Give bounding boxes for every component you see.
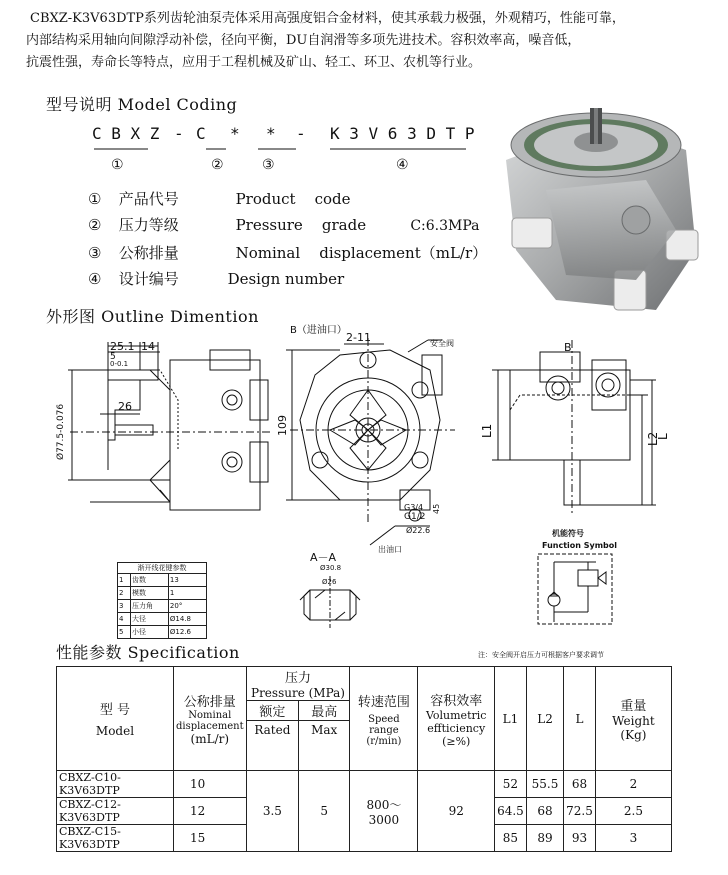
- legend-num: ④: [88, 270, 102, 288]
- spline-table-title: 渐开线花键参数: [117, 562, 207, 573]
- cell-weight: 3: [595, 825, 671, 852]
- cell: 小径: [131, 626, 169, 639]
- dim-14: 14: [141, 340, 155, 353]
- right-view-drawing: [480, 340, 660, 520]
- section-a-a-label: A－A: [310, 551, 337, 564]
- legend-cn: 压力等级: [118, 216, 179, 234]
- cell: Ø12.6: [168, 626, 206, 639]
- table-row: [118, 600, 207, 613]
- header-weight-unit: (Kg): [620, 728, 647, 742]
- header-max-en: Max: [299, 721, 350, 771]
- dim-5: 5: [110, 352, 116, 362]
- dim-2-11: 2-11: [346, 331, 371, 344]
- table-row: [118, 613, 207, 626]
- label-safety-valve: 安全阀: [430, 339, 454, 348]
- cell-disp: 10: [173, 771, 246, 798]
- intro-line-1: CBXZ-K3V63DTP系列齿轮油泵壳体采用高强度铝合金材料，使其承载力极强，外观精巧，性能可靠，: [30, 11, 625, 26]
- legend-en: Nominal displacement（mL/r）: [235, 244, 488, 262]
- header-press-en: Pressure (MPa): [251, 686, 345, 700]
- dim-dia-22-6: Ø22.6: [406, 526, 431, 535]
- label-out-port: 出油口: [378, 545, 402, 554]
- header-disp-en1: Nominal: [188, 710, 232, 721]
- legend-cn: 设计编号: [118, 270, 179, 288]
- cell: 3: [118, 600, 131, 613]
- legend-num: ③: [88, 244, 102, 262]
- cell-l1: 64.5: [494, 798, 526, 825]
- header-eff-en2: effticiency: [427, 721, 486, 735]
- spline-table-body: [117, 573, 207, 639]
- function-symbol-en: Function Symbol: [542, 541, 618, 550]
- dim-dia-26: Ø26: [322, 578, 337, 586]
- legend-cn: 公称排量: [118, 244, 179, 262]
- table-row: [57, 771, 672, 798]
- header-press-cn: 压力: [284, 671, 311, 686]
- dim-109: 109: [276, 415, 289, 436]
- legend-num: ②: [88, 216, 102, 234]
- code-marker-4: ④: [396, 157, 409, 173]
- function-symbol-cn: 机能符号: [552, 529, 584, 538]
- outline-heading: 外形图 Outline Dimention: [46, 307, 259, 326]
- cell: 齿数: [131, 574, 169, 587]
- dim-g1-2: G1/2: [404, 512, 426, 522]
- header-model: [57, 667, 174, 771]
- legend-en: Design number: [227, 270, 345, 288]
- legend-row-4: [88, 268, 344, 289]
- cell-l1: 85: [494, 825, 526, 852]
- cell-model: CBXZ-C10-K3V63DTP: [57, 771, 174, 798]
- model-coding-heading: 型号说明 Model Coding: [46, 95, 238, 114]
- cell-weight: 2.5: [595, 798, 671, 825]
- cell: 4: [118, 613, 131, 626]
- function-symbol-drawing: [536, 552, 616, 627]
- cell-l1: 52: [494, 771, 526, 798]
- legend-num: ①: [88, 190, 102, 208]
- label-b-right: B: [564, 341, 572, 354]
- cell: 模数: [131, 587, 169, 600]
- header-disp-en2: displacement: [175, 721, 244, 732]
- header-l2: L2: [526, 667, 563, 771]
- cell-model: CBXZ-C15-K3V63DTP: [57, 825, 174, 852]
- cell: 大径: [131, 613, 169, 626]
- dim-dia-77-5: Ø77.5-0.076: [56, 403, 66, 460]
- legend-row-3: [88, 242, 487, 263]
- front-view-drawing: [280, 330, 470, 550]
- legend-row-1: [88, 188, 351, 209]
- header-efficiency: [418, 667, 494, 771]
- header-disp-unit: (mL/r): [190, 732, 230, 746]
- cell-model: CBXZ-C12-K3V63DTP: [57, 798, 174, 825]
- cell: 13: [168, 574, 206, 587]
- dim-0-0-1: 0-0.1: [110, 360, 129, 368]
- dim-l2-right: L2: [646, 431, 660, 446]
- spec-note: 注：安全阀开启压力可根据客户要求调节: [478, 651, 604, 659]
- cell-weight: 2: [595, 771, 671, 798]
- header-disp-cn: 公称排量: [183, 695, 236, 710]
- spec-heading: 性能参数 Specification: [56, 643, 240, 662]
- dim-l-right: L: [656, 433, 670, 440]
- header-eff-unit: (≥%): [442, 734, 471, 748]
- cell-l: 68: [564, 771, 596, 798]
- header-speed-unit: (r/min): [366, 735, 402, 747]
- cell: 5: [118, 626, 131, 639]
- code-part-star-1: *: [230, 124, 240, 143]
- cell: 1: [168, 587, 206, 600]
- header-rated-cn: 额定: [246, 701, 298, 721]
- header-max-cn: 最高: [299, 701, 350, 721]
- code-part-cbxz: C B X Z: [92, 124, 160, 143]
- dim-45: 45: [432, 503, 441, 514]
- code-marker-2: ②: [211, 157, 224, 173]
- header-speed-en: Speed range: [368, 713, 400, 736]
- table-row: [118, 574, 207, 587]
- cell: 2: [118, 587, 131, 600]
- header-displacement: [173, 667, 246, 771]
- dim-l1-right: L1: [480, 423, 494, 438]
- cell: Ø14.8: [168, 613, 206, 626]
- legend-cn: 产品代号: [118, 190, 179, 208]
- pump-photo: [486, 100, 718, 332]
- cell-rated: 3.5: [246, 771, 298, 852]
- dim-25-1: 25.1: [110, 340, 135, 353]
- cell-l2: 68: [526, 798, 563, 825]
- code-dash-2: -: [296, 124, 306, 143]
- header-l1: L1: [494, 667, 526, 771]
- cell: 20°: [168, 600, 206, 613]
- code-marker-1: ①: [111, 157, 124, 173]
- code-part-c: C: [196, 124, 206, 143]
- specification-table: [56, 666, 672, 852]
- cell: 1: [118, 574, 131, 587]
- cell-l2: 89: [526, 825, 563, 852]
- header-eff-en1: Volumetric: [425, 708, 487, 722]
- legend-en: Pressure grade: [235, 216, 367, 234]
- code-dash-1: -: [174, 124, 184, 143]
- code-part-star-2: *: [266, 124, 276, 143]
- cell-speed: 800～3000: [350, 771, 418, 852]
- header-weight-en: Weight: [612, 714, 655, 728]
- code-marker-3: ③: [262, 157, 275, 173]
- header-pressure: [246, 667, 350, 701]
- header-weight: [595, 667, 671, 771]
- cell-disp: 12: [173, 798, 246, 825]
- table-row: [118, 587, 207, 600]
- section-a-a-drawing: [290, 570, 370, 630]
- label-b-inlet: B（进油口）: [290, 325, 347, 336]
- header-rated-en: Rated: [246, 721, 298, 771]
- dim-g3-4: G3/4: [404, 503, 424, 512]
- cell-eff: 92: [418, 771, 494, 852]
- legend-row-2: [88, 214, 480, 235]
- cell: 压力角: [131, 600, 169, 613]
- spline-parameter-table: [117, 562, 207, 639]
- cell-l2: 55.5: [526, 771, 563, 798]
- dim-26: 26: [118, 400, 132, 413]
- table-header-row-1: [57, 667, 672, 701]
- legend-extra: C:6.3MPa: [410, 218, 480, 234]
- cell-max: 5: [299, 771, 350, 852]
- side-view-drawing: [60, 330, 275, 530]
- header-l: L: [564, 667, 596, 771]
- header-weight-cn: 重量: [620, 699, 647, 714]
- header-speed: [350, 667, 418, 771]
- code-part-design: K 3 V 6 3 D T P: [330, 124, 475, 143]
- table-row: [118, 626, 207, 639]
- dim-dia-30-8: Ø30.8: [320, 564, 342, 572]
- header-eff-cn: 容积效率: [430, 693, 483, 709]
- cell-l: 93: [564, 825, 596, 852]
- cell-disp: 15: [173, 825, 246, 852]
- header-model-en: Model: [95, 724, 135, 738]
- cell-l: 72.5: [564, 798, 596, 825]
- header-speed-cn: 转速范围: [357, 694, 410, 710]
- header-model-cn: 型 号: [99, 703, 131, 718]
- intro-line-3: 抗震性强，寿命长等特点，应用于工程机械及矿山、轻工、环卫、农机等行业。: [26, 55, 482, 70]
- intro-line-2: 内部结构采用轴向间隙浮动补偿，径向平衡，DU自润滑等多项先进技术。容积效率高，噪音低，: [26, 33, 581, 48]
- legend-en: Product code: [235, 190, 351, 208]
